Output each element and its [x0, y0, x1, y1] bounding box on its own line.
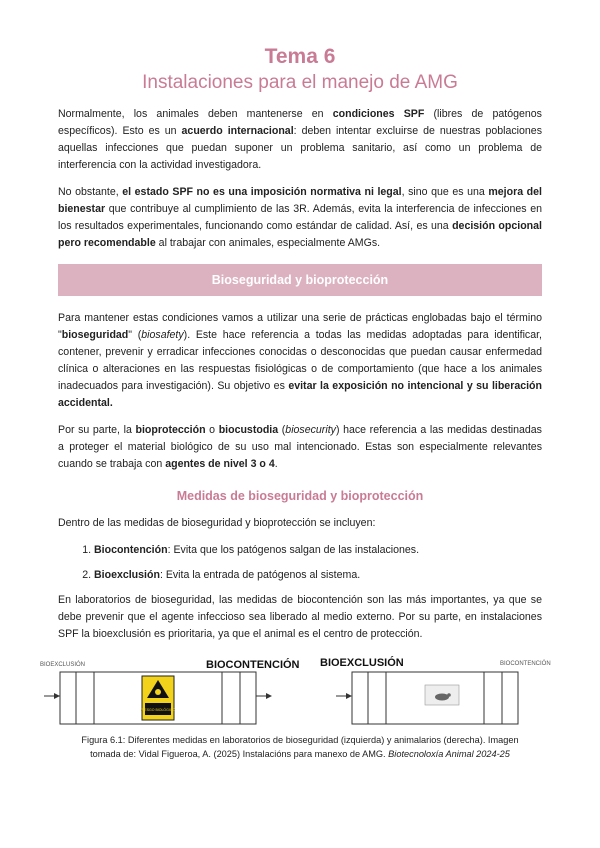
text-run: : deben intentar excluirse de nuestras poblaciones aquellas infecciones que puedan suponer un problema sanitario, así como un problema de interferencia con la actividad investigadora.	[58, 125, 542, 171]
text-run: (	[278, 424, 286, 436]
figure-caption	[58, 733, 542, 761]
biosafety-paragraph	[58, 310, 542, 412]
bold-text: acuerdo internacional	[181, 125, 294, 137]
page-subtitle: Instalaciones para el manejo de AMG	[142, 72, 458, 93]
biohazard-sign	[141, 676, 176, 720]
text-run: Por su parte, la	[58, 424, 136, 436]
section-heading: Medidas de bioseguridad y bioprotección	[176, 489, 424, 503]
text-run: Normalmente, los animales deben mantenerse en	[58, 108, 333, 120]
list-item	[94, 542, 542, 559]
list-item-term: Bioexclusión	[94, 569, 160, 581]
mouse-head-icon	[447, 693, 451, 697]
bold-text: bioprotección	[135, 424, 206, 436]
italic-text: biosecurity	[285, 424, 336, 436]
biohazard-icon-core	[155, 689, 161, 695]
left-in-arrow-head	[54, 693, 60, 699]
text-run: al trabajar con animales, especialmente AMGs.	[155, 237, 381, 249]
text-run: o	[205, 424, 219, 436]
text-run: (libres de patógenos específicos). Esto es un	[58, 108, 542, 137]
text-run: " (	[128, 329, 142, 341]
measures-lead: Dentro de las medidas de bioseguridad y bioprotección se incluyen:	[58, 517, 376, 529]
text-run: , sino que es una	[401, 186, 489, 198]
page-title: Tema 6	[264, 45, 336, 68]
bold-text: el estado SPF no es una imposición normativa ni legal	[122, 186, 402, 198]
right-big-label: BIOEXCLUSIÓN	[320, 657, 404, 669]
bold-text: agentes de nivel 3 o 4	[165, 458, 275, 470]
italic-text: biosafety	[141, 329, 184, 341]
text-run: Para mantener estas condiciones vamos a utilizar una serie de prácticas englobadas bajo el término "	[58, 312, 542, 341]
list-item-desc: : Evita la entrada de patógenos al sistema.	[159, 569, 361, 581]
measures-list	[58, 542, 542, 584]
bold-text: mejora del bienestar	[58, 186, 542, 215]
section-banner	[58, 264, 542, 296]
bold-text: bioseguridad	[61, 329, 129, 341]
containment-diagram	[40, 653, 551, 731]
list-item-term: Biocontención	[94, 544, 168, 556]
caption-source-title: Biotecnoloxía Animal 2024-25	[388, 749, 510, 759]
left-small-label: BIOEXCLUSIÓN	[40, 662, 86, 668]
mouse-cage-icon	[425, 685, 459, 705]
right-small-label: BIOCONTENCIÓN	[500, 661, 551, 667]
bold-text: evitar la exposición no intencional y su liberación accidental.	[58, 380, 542, 409]
list-item	[94, 567, 542, 584]
banner-title: Bioseguridad y bioprotección	[211, 273, 389, 287]
text-run: No obstante,	[58, 186, 123, 198]
text-run: que contribuye al cumplimiento de las 3R. Además, evita la interferencia de infecciones en los resultados experimentales, funcionando como estándar de calidad. Así, es una	[58, 203, 542, 232]
list-item-desc: : Evita que los patógenos salgan de las instalaciones.	[167, 544, 420, 556]
caption-line-2	[58, 747, 542, 761]
intro-paragraph-2	[58, 184, 542, 252]
text-run: .	[274, 458, 278, 470]
figure-diagram	[40, 653, 551, 731]
bold-text: decisión opcional pero recomendable	[58, 220, 542, 249]
containment-paragraph: En laboratorios de bioseguridad, las medidas de biocontención son las más importantes, ya que se debe prevenir que el agente infeccioso sea liberado al medio externo. Por su parte, en instalaciones SPF la bioexclusión es prioritaria, ya que el animal es el centro de protección.	[58, 594, 542, 640]
text-run: ) hace referencia a las medidas destinadas a proteger el material biológico de su uso mal intencionado. Estas son especialmente relevantes cuando se trabaja con	[58, 424, 542, 470]
hazard-sign-text: RIESGO BIOLÓGICO	[140, 708, 176, 712]
bold-text: condiciones SPF	[332, 108, 425, 120]
biosecurity-paragraph	[58, 422, 542, 473]
right-in-arrow-head	[346, 693, 352, 699]
left-big-label: BIOCONTENCIÓN	[206, 659, 300, 671]
mouse-icon	[435, 694, 449, 701]
left-out-arrow-head	[266, 693, 272, 699]
text-run: ). Este hace referencia a todas las medidas adoptadas para identificar, contener, prevenir y erradicar infecciones conocidas o desconocidas que puedan causar enfermedad clínica o alteraciones en las respuestas fisiológicas o de comportamiento (que hace a los animales inadecuados para investigación). Su objetivo es	[58, 329, 543, 392]
caption-citation: tomada de: Vidal Figueroa, A. (2025) Instalacións para manexo de AMG.	[90, 749, 389, 759]
intro-paragraph-1	[58, 106, 542, 174]
bold-text: biocustodia	[218, 424, 279, 436]
document-page	[40, 44, 551, 761]
caption-line-1: Figura 6.1: Diferentes medidas en laboratorios de bioseguridad (izquierda) y animalarios (derecha). Imagen	[81, 735, 519, 745]
